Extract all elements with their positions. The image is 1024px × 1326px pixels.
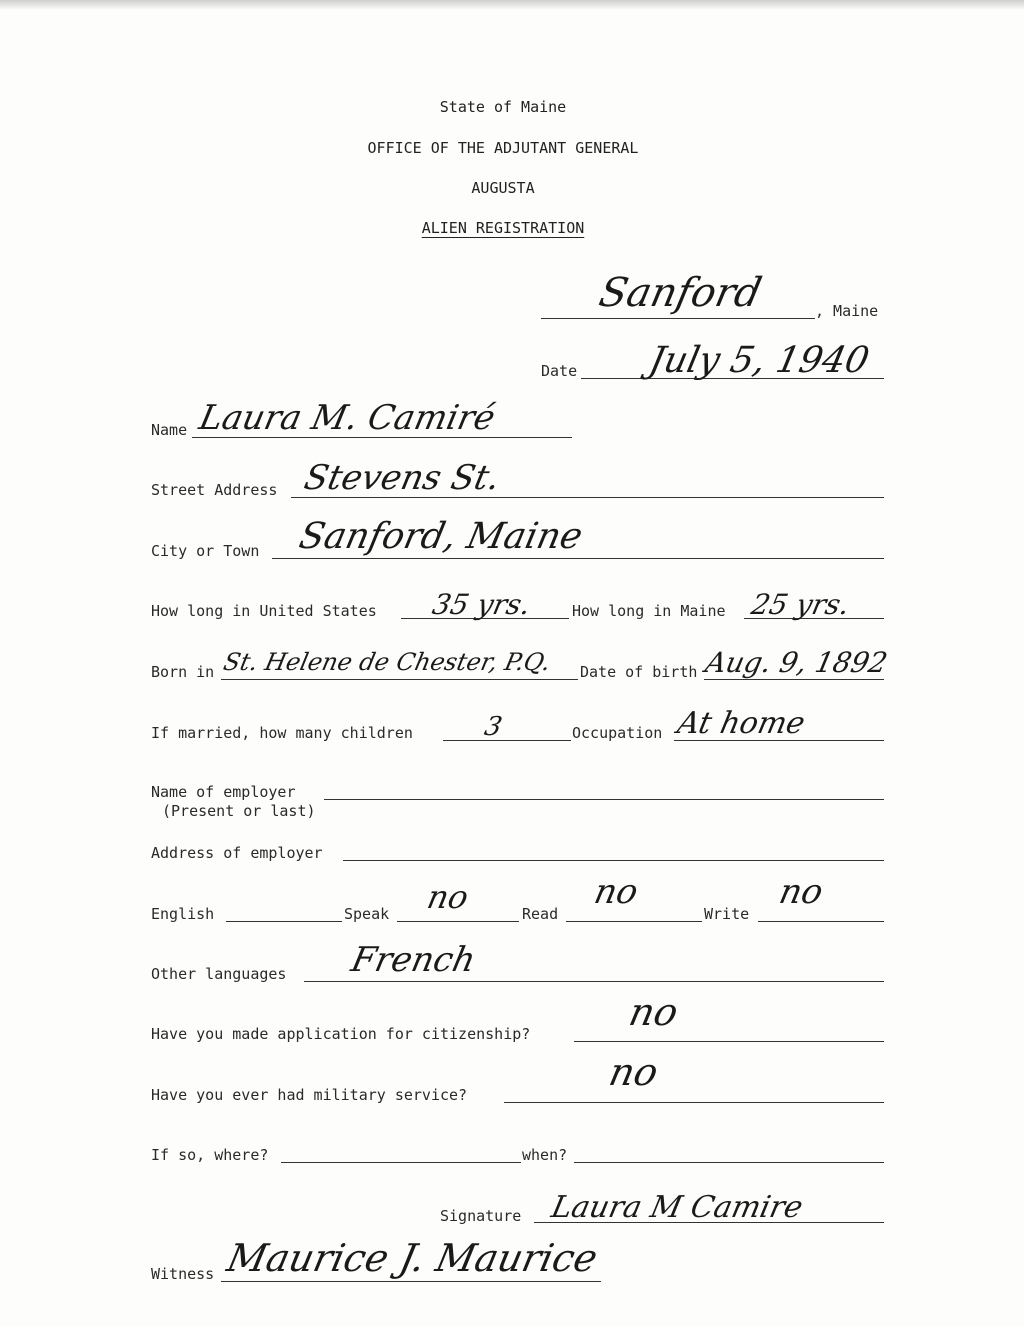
form-title: ALIEN REGISTRATION xyxy=(421,219,585,237)
us-years-value: 35 yrs. xyxy=(429,588,534,621)
us-years-label: How long in United States xyxy=(151,602,377,620)
state-heading: State of Maine xyxy=(439,98,567,116)
citizenship-label: Have you made application for citizenship? xyxy=(151,1025,531,1043)
name-value: Laura M. Camiré xyxy=(195,398,499,438)
place-value: Sanford xyxy=(595,270,766,316)
write-line xyxy=(758,921,884,922)
children-line xyxy=(443,740,571,741)
street-label: Street Address xyxy=(151,481,278,499)
languages-line xyxy=(304,981,884,982)
born-value: St. Helene de Chester, P.Q. xyxy=(221,648,554,676)
employer-address-label: Address of employer xyxy=(151,844,323,862)
signature-value: Laura M Camire xyxy=(548,1190,806,1225)
born-line xyxy=(221,679,578,680)
read-line xyxy=(566,921,702,922)
read-value: no xyxy=(590,872,642,912)
military-value: no xyxy=(605,1050,663,1094)
employer-label: Name of employer xyxy=(151,783,296,801)
when-line xyxy=(574,1162,884,1163)
dob-line xyxy=(704,679,884,680)
read-label: Read xyxy=(522,905,559,923)
write-label: Write xyxy=(704,905,750,923)
languages-label: Other languages xyxy=(151,965,287,983)
office-heading: OFFICE OF THE ADJUTANT GENERAL xyxy=(367,139,639,157)
witness-line xyxy=(221,1281,601,1282)
speak-value: no xyxy=(423,878,472,916)
english-label: English xyxy=(151,905,215,923)
signature-label: Signature xyxy=(440,1207,522,1225)
city-label: City or Town xyxy=(151,542,260,560)
date-value: July 5, 1940 xyxy=(645,340,873,381)
military-line xyxy=(504,1102,884,1103)
scan-edge xyxy=(0,0,1024,10)
military-label: Have you ever had military service? xyxy=(151,1086,468,1104)
maine-years-label: How long in Maine xyxy=(572,602,726,620)
children-label: If married, how many children xyxy=(151,724,413,742)
name-label: Name xyxy=(151,421,188,439)
city-value: Sanford, Maine xyxy=(295,516,587,557)
witness-label: Witness xyxy=(151,1265,215,1283)
place-line xyxy=(541,318,815,319)
dob-label: Date of birth xyxy=(580,663,698,681)
speak-line xyxy=(397,921,519,922)
languages-value: French xyxy=(347,940,480,980)
where-line xyxy=(281,1162,521,1163)
citizenship-value: no xyxy=(625,990,683,1034)
where-label: If so, where? xyxy=(151,1146,269,1164)
witness-value: Maurice J. Maurice xyxy=(223,1236,602,1280)
write-value: no xyxy=(775,872,827,912)
city-heading: AUGUSTA xyxy=(471,179,535,197)
born-label: Born in xyxy=(151,663,215,681)
date-label: Date xyxy=(541,362,578,380)
when-label: when? xyxy=(522,1146,568,1164)
citizenship-line xyxy=(574,1041,884,1042)
maine-years-value: 25 yrs. xyxy=(748,588,853,621)
occupation-label: Occupation xyxy=(572,724,663,742)
place-suffix: , Maine xyxy=(815,302,879,320)
street-value: Stevens St. xyxy=(300,458,504,498)
speak-label: Speak xyxy=(344,905,390,923)
employer-sublabel: (Present or last) xyxy=(162,802,316,820)
city-line xyxy=(272,558,884,559)
dob-value: Aug. 9, 1892 xyxy=(702,646,891,679)
occupation-value: At home xyxy=(674,706,809,741)
employer-address-line xyxy=(343,860,884,861)
english-line xyxy=(226,921,342,922)
employer-line xyxy=(324,799,884,800)
children-value: 3 xyxy=(481,712,505,742)
